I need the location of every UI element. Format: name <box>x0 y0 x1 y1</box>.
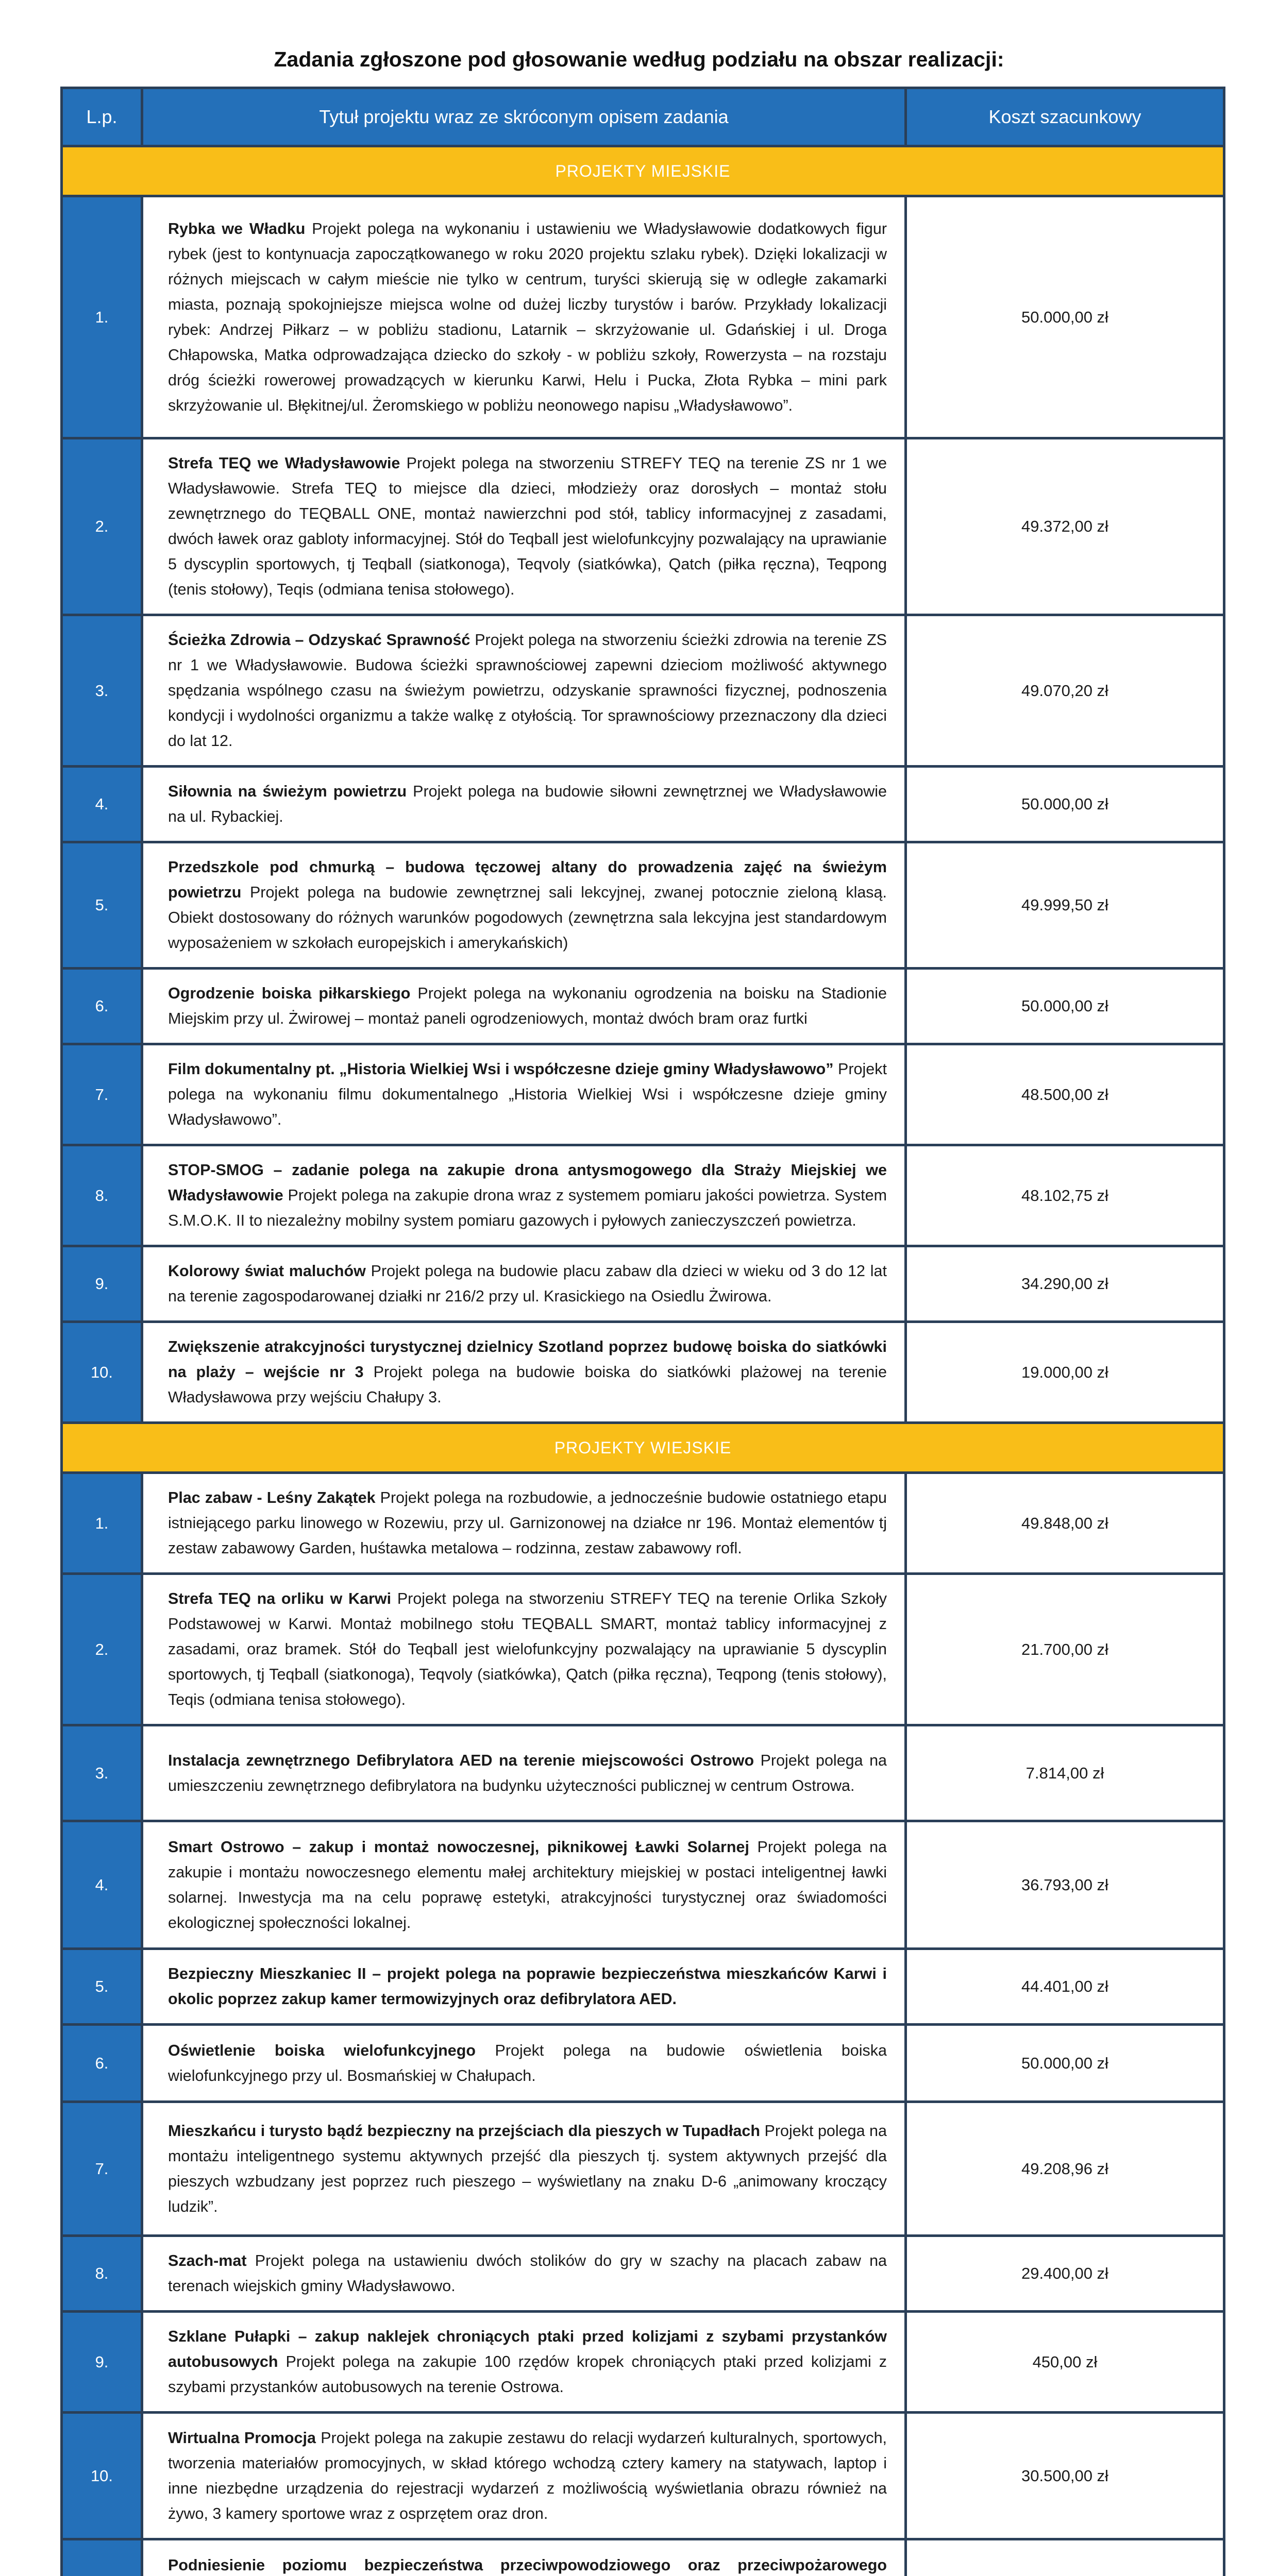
row-number: 5. <box>62 842 142 969</box>
estimated-cost: 48.102,75 zł <box>906 1145 1224 1246</box>
section-label: PROJEKTY WIEJSKIE <box>62 1423 1224 1473</box>
estimated-cost: 44.401,00 zł <box>906 1949 1224 2025</box>
project-description <box>142 1574 906 1725</box>
project-description <box>142 1725 906 1821</box>
row-number: 9. <box>62 2312 142 2413</box>
project-title: Szach-mat <box>168 2252 247 2269</box>
row-number: 8. <box>62 2236 142 2312</box>
project-summary: Projekt polega na montażu inteligentnego systemu aktywnych przejść dla pieszych tj. system aktywnych przejść dla pieszych wzbudzany jest poprzez ruch pieszego – wyświetlany na znaku D-6 „animowany kroczący ludzik”. <box>168 2122 887 2215</box>
table-row <box>62 2539 1224 2576</box>
table-row <box>62 2312 1224 2413</box>
row-number: 10. <box>62 1322 142 1423</box>
table-row <box>62 969 1224 1044</box>
project-summary: Projekt polega na stworzeniu ścieżki zdrowia na terenie ZS nr 1 we Władysławowie. Budowa ścieżki sprawnościowej zapewni dzieciom możliwość aktywnego spędzania wspólnego czasu na świeżym powietrzu, odzyskanie sprawności fizycznej, podnoszenia kondycji i wydolności organizmu a także walkę z otyłością. Tor sprawnościowy przeznaczony dla dzieci do lat 12. <box>168 631 887 750</box>
table-body <box>62 146 1224 2576</box>
project-title: Strefa TEQ na orliku w Karwi <box>168 1590 392 1607</box>
project-title: Szklane Pułapki – zakup naklejek chroniących ptaki przed kolizjami z szybami przystanków autobusowych <box>168 2328 887 2370</box>
table-row <box>62 1044 1224 1145</box>
project-description <box>142 1473 906 1574</box>
project-summary: Projekt polega na budowie siłowni zewnętrznej we Władysławowie na ul. Rybackiej. <box>168 783 887 825</box>
project-title: Ogrodzenie boiska piłkarskiego <box>168 985 411 1002</box>
project-title: Bezpieczny Mieszkaniec II – projekt polega na poprawie bezpieczeństwa mieszkańców Karwi i okolic poprzez zakup kamer termowizyjnych oraz defibrylatora AED. <box>168 1965 887 2008</box>
estimated-cost: 50.000,00 zł <box>906 767 1224 842</box>
row-number: 9. <box>62 1246 142 1322</box>
project-description <box>142 2102 906 2236</box>
header-cost: Koszt szacunkowy <box>906 88 1224 146</box>
project-description <box>142 842 906 969</box>
table-row <box>62 1322 1224 1423</box>
table-row <box>62 2102 1224 2236</box>
estimated-cost: 50.000,00 zł <box>906 969 1224 1044</box>
project-description <box>142 1821 906 1949</box>
table-row <box>62 1246 1224 1322</box>
project-summary: Projekt polega na wykonaniu i ustawieniu we Władysławowie dodatkowych figur rybek (jest to kontynuacja zapoczątkowanego w roku 2020 projektu szlaku rybek). Dzięki lokalizacji w różnych miejscach w całym mieście nie tylko w centrum, turyści skierują się w odległe zakamarki miasta, poznają spokojniejsze miejsca wolne od dużej liczby turystów i barów. Przykłady lokalizacji rybek: Andrzej Piłkarz – w pobliżu stadionu, Latarnik – skrzyżowanie ul. Gdańskiej i ul. Droga Chłapowska, Matka odprowadzająca dziecko do szkoły - w pobliżu szkoły, Rowerzysta – na rozstaju dróg ścieżki rowerowej prowadzących w kierunku Karwi, Helu i Pucka, Złota Rybka – mini park skrzyżowanie ul. Błękitnej/ul. Żeromskiego w pobliżu neonowego napisu „Władysławowo”. <box>168 219 887 414</box>
estimated-cost: 49.070,20 zł <box>906 615 1224 767</box>
estimated-cost: 49.848,00 zł <box>906 1473 1224 1574</box>
table-header-row <box>62 88 1224 146</box>
row-number: 5. <box>62 1949 142 2025</box>
project-summary: Projekt polega na budowie placu zabaw dla dzieci w wieku od 3 do 12 lat na terenie zagospodarowanej działki nr 216/2 przy ul. Krasickiego na Osiedlu Żwirowa. <box>168 1262 887 1305</box>
row-number: 4. <box>62 1821 142 1949</box>
row-number: 6. <box>62 969 142 1044</box>
project-description <box>142 1322 906 1423</box>
project-description <box>142 615 906 767</box>
project-title: Wirtualna Promocja <box>168 2429 316 2447</box>
estimated-cost: 7.814,00 zł <box>906 1725 1224 1821</box>
table-row <box>62 1145 1224 1246</box>
table-row <box>62 615 1224 767</box>
project-title: Oświetlenie boiska wielofunkcyjnego <box>168 2041 476 2059</box>
project-summary: Projekt polega na budowie zewnętrznej sali lekcyjnej, zwanej potocznie zieloną klasą. Obiekt dostosowany do różnych warunków pogodowych (zewnętrzna sala lekcyjna jest standardowym wyposażeniem w szkołach europejskich i amerykańskich) <box>168 884 887 952</box>
table-row <box>62 2413 1224 2539</box>
header-title: Tytuł projektu wraz ze skróconym opisem zadania <box>142 88 906 146</box>
row-number: 2. <box>62 438 142 615</box>
project-description <box>142 2312 906 2413</box>
table-row <box>62 2025 1224 2102</box>
estimated-cost: 50.000,00 zł <box>906 196 1224 438</box>
project-title: Smart Ostrowo – zakup i montaż nowoczesnej, piknikowej Ławki Solarnej <box>168 1838 749 1856</box>
table-row <box>62 1821 1224 1949</box>
estimated-cost: 21.700,00 zł <box>906 1574 1224 1725</box>
table-row <box>62 767 1224 842</box>
project-summary: Projekt polega na zakupie drona wraz z systemem pomiaru jakości powietrza. System S.M.O.K. II to niezależny mobilny system pomiaru gazowych i pyłowych zanieczyszczeń powietrza. <box>168 1187 887 1229</box>
project-summary: Projekt polega na wykonaniu filmu dokumentalnego „Historia Wielkiej Wsi i współczesne dzieje gminy Władysławowo”. <box>168 1060 887 1128</box>
table-row <box>62 438 1224 615</box>
project-title: Kolorowy świat maluchów <box>168 1262 366 1280</box>
row-number: 1. <box>62 196 142 438</box>
page-title: Zadania zgłoszone pod głosowanie według podziału na obszar realizacji: <box>274 47 1004 71</box>
projects-table <box>60 87 1225 2576</box>
project-summary: Projekt polega na wykonaniu ogrodzenia na boisku na Stadionie Miejskim przy ul. Żwirowej – montaż paneli ogrodzeniowych, montaż dwóch bram oraz furtki <box>168 985 887 1027</box>
section-label: PROJEKTY MIEJSKIE <box>62 146 1224 196</box>
estimated-cost: 19.000,00 zł <box>906 1322 1224 1423</box>
project-summary: Projekt polega na rozbudowie, a jednocześnie budowie ostatniego etapu istniejącego parku linowego w Rozewiu, przy ul. Garnizonowej na działce nr 196. Montaż elementów tj zestaw zabawowy Garden, huśtawka metalowa – rodzinna, zestaw zabawowy rofl. <box>168 1489 887 1557</box>
estimated-cost: 30.500,00 zł <box>906 2413 1224 2539</box>
row-number: 1. <box>62 1473 142 1574</box>
project-title: Ścieżka Zdrowia – Odzyskać Sprawność <box>168 631 470 649</box>
project-description <box>142 2413 906 2539</box>
project-summary: Projekt polega na stworzeniu STREFY TEQ na terenie Orlika Szkoły Podstawowej w Karwi. Montaż mobilnego stołu TEQBALL SMART, montaż tablicy informacyjnej z zasadami, oraz bramek. Stół do Teqball jest wielofunkcyjny pozwalający na uprawianie 5 dyscyplin sportowych, tj Teqball (siatkonoga), Teqvoly (siatkówka), Qatch (piłka ręczna), Teqpong (tenis stołowy), Teqis (odmiana tenisa stołowego). <box>168 1590 887 1708</box>
project-description <box>142 1044 906 1145</box>
section-row <box>62 1423 1224 1473</box>
section-row <box>62 146 1224 196</box>
row-number: 3. <box>62 615 142 767</box>
table-row <box>62 1574 1224 1725</box>
row-number: 6. <box>62 2025 142 2102</box>
row-number: 4. <box>62 767 142 842</box>
project-summary: Projekt polega na budowie oświetlenia boiska wielofunkcyjnego przy ul. Bosmańskiej w Chałupach. <box>168 2041 887 2084</box>
estimated-cost: 48.500,00 zł <box>906 1044 1224 1145</box>
project-title: Instalacja zewnętrznego Defibrylatora AED na terenie miejscowości Ostrowo <box>168 1751 754 1769</box>
table-row <box>62 2236 1224 2312</box>
project-title: Siłownia na świeżym powietrzu <box>168 783 407 800</box>
project-title: Przedszkole pod chmurką – budowa tęczowej altany do prowadzenia zajęć na świeżym powietrzu <box>168 858 887 901</box>
project-title: Film dokumentalny pt. „Historia Wielkiej Wsi i współczesne dzieje gminy Władysławowo” <box>168 1060 834 1078</box>
table-row <box>62 842 1224 969</box>
row-number: 8. <box>62 1145 142 1246</box>
row-number: 10. <box>62 2413 142 2539</box>
project-summary: Projekt polega na zakupie 100 rzędów kropek chroniących ptaki przed kolizjami z szybami przystanków autobusowych na terenie Ostrowa. <box>168 2353 887 2396</box>
project-summary: Projekt polega na budowie boiska do siatkówki plażowej na terenie Władysławowa przy wejściu Chałupy 3. <box>168 1363 887 1406</box>
row-number: 3. <box>62 1725 142 1821</box>
estimated-cost: 34.290,00 zł <box>906 1246 1224 1322</box>
project-description <box>142 1246 906 1322</box>
project-title: Podniesienie poziomu bezpieczeństwa przeciwpowodziowego oraz przeciwpożarowego <box>168 2556 887 2574</box>
row-number: 7. <box>62 2102 142 2236</box>
project-title: Mieszkańcu i turysto bądź bezpieczny na przejściach dla pieszych w Tupadłach <box>168 2122 760 2140</box>
project-summary: Projekt polega na umieszczeniu zewnętrznego defibrylatora na budynku użyteczności publicznej w centrum Ostrowa. <box>168 1751 887 1794</box>
row-number: 7. <box>62 1044 142 1145</box>
estimated-cost: 50.000,00 zł <box>906 2025 1224 2102</box>
project-summary: Projekt polega na stworzeniu STREFY TEQ na terenie ZS nr 1 we Władysławowie. Strefa TEQ to miejsce dla dzieci, młodzieży oraz dorosłych – montaż stołu zewnętrznego do TEQBALL ONE, montaż nawierzchni pod stół, tablicy informacyjnej z zasadami, dwóch ławek oraz gabloty informacyjnej. Stół do Teqball jest wielofunkcyjny pozwalający na uprawianie 5 dyscyplin sportowych, tj Teqball (siatkonoga), Teqvoly (siatkówka), Qatch (piłka ręczna), Teqpong (tenis stołowy), Teqis (odmiana tenisa stołowego). <box>168 454 887 598</box>
table-row <box>62 196 1224 438</box>
project-title: Rybka we Władku <box>168 219 306 238</box>
project-description <box>142 2539 906 2576</box>
project-summary: Projekt polega na ustawieniu dwóch stolików do gry w szachy na placach zabaw na terenach wiejskich gminy Władysławowo. <box>168 2252 887 2295</box>
project-summary: Projekt polega na zakupie i montażu nowoczesnego elementu małej architektury miejskiej w postaci inteligentnej ławki solarnej. Inwestycja ma na celu poprawę estetyki, atrakcyjności turystycznej oraz świadomości ekologicznej społeczności lokalnej. <box>168 1838 887 1931</box>
project-description <box>142 196 906 438</box>
project-description <box>142 438 906 615</box>
project-summary: Projekt polega na zakupie zestawu do relacji wydarzeń kulturalnych, sportowych, tworzenia materiałów promocyjnych, w skład którego wchodzą cztery kamery na statywach, laptop i inne niezbędne urządzenia do rejestracji wydarzeń z możliwością wyświetlania obrazu również na żywo, 3 kamery sportowe wraz z osprzętem oraz dron. <box>168 2429 887 2522</box>
project-description <box>142 767 906 842</box>
estimated-cost <box>906 2539 1224 2576</box>
estimated-cost: 29.400,00 zł <box>906 2236 1224 2312</box>
row-number: 2. <box>62 1574 142 1725</box>
project-title: Zwiększenie atrakcyjności turystycznej dzielnicy Szotland poprzez budowę boiska do siatkówki na plaży – wejście nr 3 <box>168 1338 887 1381</box>
project-title: STOP-SMOG – zadanie polega na zakupie drona antysmogowego dla Straży Miejskiej we Władysławowie <box>168 1161 887 1204</box>
estimated-cost: 36.793,00 zł <box>906 1821 1224 1949</box>
estimated-cost: 49.208,96 zł <box>906 2102 1224 2236</box>
table-row <box>62 1725 1224 1821</box>
project-title: Strefa TEQ we Władysławowie <box>168 454 400 472</box>
estimated-cost: 49.372,00 zł <box>906 438 1224 615</box>
project-description <box>142 1145 906 1246</box>
project-title: Plac zabaw - Leśny Zakątek <box>168 1489 376 1506</box>
row-number <box>62 2539 142 2576</box>
project-description <box>142 2025 906 2102</box>
estimated-cost: 450,00 zł <box>906 2312 1224 2413</box>
header-lp: L.p. <box>62 88 142 146</box>
table-row <box>62 1473 1224 1574</box>
project-description <box>142 969 906 1044</box>
table-row <box>62 1949 1224 2025</box>
project-description <box>142 2236 906 2312</box>
estimated-cost: 49.999,50 zł <box>906 842 1224 969</box>
project-description <box>142 1949 906 2025</box>
